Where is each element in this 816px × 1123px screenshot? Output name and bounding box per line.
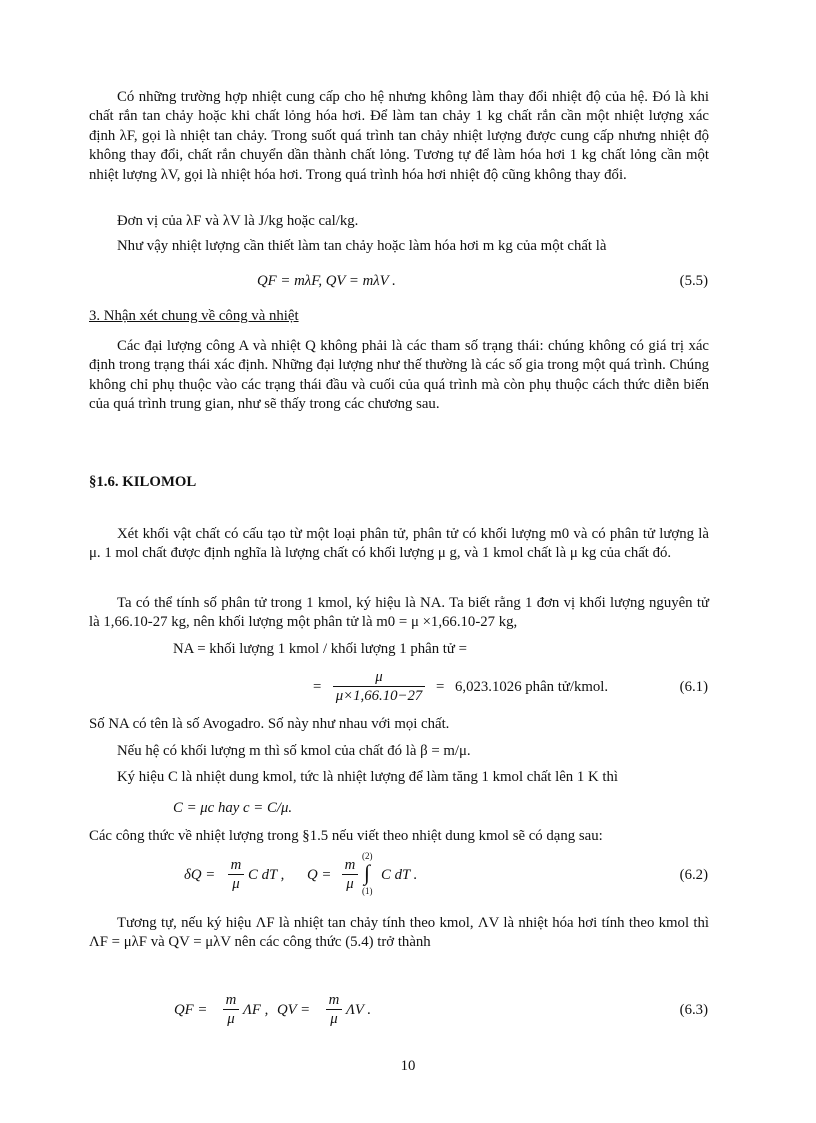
paragraph-similar: Tương tự, nếu ký hiệu ΛF là nhiệt tan chảy tính theo kmol, ΛV là nhiệt hóa hơi tính theo kmol thì ΛF = μλF và QV = μλV nên các công thức (5.4) trở thành <box>89 915 709 951</box>
equation-6-1-equals-2: = <box>436 679 445 695</box>
equation-6-2-lhs-dq: δQ = <box>184 867 216 883</box>
line-kmol-heat: Ký hiệu C là nhiệt dung kmol, tức là nhiệt lượng để làm tăng 1 kmol chất lên 1 K thì <box>117 769 618 785</box>
equation-6-3-qf: QF = <box>174 1002 208 1018</box>
equation-6-2-upper-limit: (2) <box>362 851 373 861</box>
line-formulas: Các công thức về nhiệt lượng trong §1.5 nếu viết theo nhiệt dung kmol sẽ có dạng sau: <box>89 828 603 844</box>
equation-6-1-result: 6,023.1026 phân tử/kmol. <box>455 679 609 695</box>
equation-6-1-number: (6.1) <box>679 679 708 695</box>
section-heading-kilomol: §1.6. KILOMOL <box>89 474 197 490</box>
equation-6-3-qv: QV = <box>277 1002 311 1018</box>
equation-6-3-numerator-2: m <box>328 992 340 1008</box>
equation-6-3-lambda-f: ΛF , <box>243 1002 269 1018</box>
equation-6-3-fraction-2 <box>326 991 342 1028</box>
paragraph-molecule: Xét khối vật chất có cấu tạo từ một loại phân tử, phân tử có khối lượng m0 và có phân tử lượng là μ. 1 mol chất được định nghĩa là lượng chất có khối lượng μ g, và 1 kmol chất là μ kg của chất đó. <box>89 526 709 562</box>
equation-c: C = μc hay c = C/μ. <box>173 800 293 816</box>
equation-6-2-lower-limit: (1) <box>362 886 373 896</box>
equation-5-5-number: (5.5) <box>679 273 708 289</box>
equation-6-3-denominator-1: μ <box>223 1009 239 1028</box>
equation-6-2-lhs-q: Q = <box>307 867 332 883</box>
equation-6-3-numerator-1: m <box>225 992 237 1008</box>
paragraph-units-block <box>89 212 709 231</box>
equation-6-3-number: (6.3) <box>679 1002 708 1018</box>
equation-6-3-lambda-v: ΛV . <box>346 1002 372 1018</box>
equation-6-1-numerator: μ <box>375 669 383 685</box>
paragraph-heat-needed: Như vậy nhiệt lượng cần thiết làm tan chảy hoặc làm hóa hơi m kg của một chất là <box>117 238 607 254</box>
equation-6-1-denominator: μ×1,66.10−27 <box>333 686 425 705</box>
equation-6-2-numerator-1: m <box>230 857 242 873</box>
integral-sign: ∫ <box>364 860 371 885</box>
paragraph-similar-block <box>89 914 709 953</box>
paragraph-work-heat: Các đại lượng công A và nhiệt Q không phải là các tham số trạng thái: chúng không có giá trị xác định trong trạng thái xác định. Những đại lượng như thế thường là các số gia trong một quá trình. Chúng không chỉ phụ thuộc vào các trạng thái đầu và cuối của quá trình mà còn phụ thuộc cách thức diễn biến của quá trình trung gian, như sẽ thấy trong các chương sau. <box>89 338 709 413</box>
page-number: 10 <box>400 1058 416 1074</box>
paragraph-phase-change <box>89 88 709 185</box>
paragraph-count: Ta có thể tính số phân tử trong 1 kmol, ký hiệu là NA. Ta biết rằng 1 đơn vị khối lượng nguyên tử là 1,66.10-27 kg, nên khối lượng một phân tử là m0 = μ ×1,66.10-27 kg, <box>89 595 709 631</box>
paragraph-molecule-block <box>89 525 709 564</box>
paragraph-count-block <box>89 594 709 633</box>
equation-na-line: NA = khối lượng 1 kmol / khối lượng 1 phân tử = <box>173 641 467 657</box>
equation-6-2-cdt-2: C dT . <box>381 867 418 883</box>
paragraph-heat-needed-block <box>89 237 709 256</box>
equation-6-2-numerator-2: m <box>344 857 356 873</box>
equation-6-2-number: (6.2) <box>679 867 708 883</box>
equation-6-3-fraction-1 <box>223 991 239 1028</box>
paragraph-units: Đơn vị của λF và λV là J/kg hoặc cal/kg. <box>117 213 359 229</box>
line-beta: Nếu hệ có khối lượng m thì số kmol của chất đó là β = m/μ. <box>117 743 471 759</box>
equation-6-2-cdt: C dT , <box>248 867 285 883</box>
paragraph-heat-no-temp: Có những trường hợp nhiệt cung cấp cho hệ nhưng không làm thay đổi nhiệt độ của hệ. Đó là khi chất rắn tan chảy hoặc khi chất lỏng hóa hơi. Để làm tan chảy 1 kg chất rắn cần một nhiệt lượng xác định λF, gọi là nhiệt tan chảy. Trong suốt quá trình tan chảy nhiệt lượng được cung cấp nhưng nhiệt độ không thay đổi, chất rắn chuyển dần thành chất lỏng. Tương tự để làm hóa hơi 1 kg chất lỏng cần một nhiệt lượng λV, gọi là nhiệt hóa hơi. Trong quá trình hóa hơi nhiệt độ cũng không thay đổi. <box>89 89 709 183</box>
line-avogadro: Số NA có tên là số Avogadro. Số này như nhau với mọi chất. <box>89 716 450 732</box>
equation-6-2-fraction-2 <box>342 856 358 893</box>
paragraph-work-heat-block <box>89 337 709 415</box>
equation-5-5: QF = mλF, QV = mλV . <box>257 273 396 289</box>
equation-6-2-denominator-1: μ <box>228 874 244 893</box>
equation-6-1-fraction <box>333 668 425 705</box>
equation-6-2-fraction-1 <box>228 856 244 893</box>
equation-6-3-denominator-2: μ <box>326 1009 342 1028</box>
subsection-heading-work-heat: 3. Nhận xét chung về công và nhiệt <box>89 308 299 324</box>
equation-6-1-equals: = <box>313 679 322 695</box>
equation-6-2-denominator-2: μ <box>342 874 358 893</box>
